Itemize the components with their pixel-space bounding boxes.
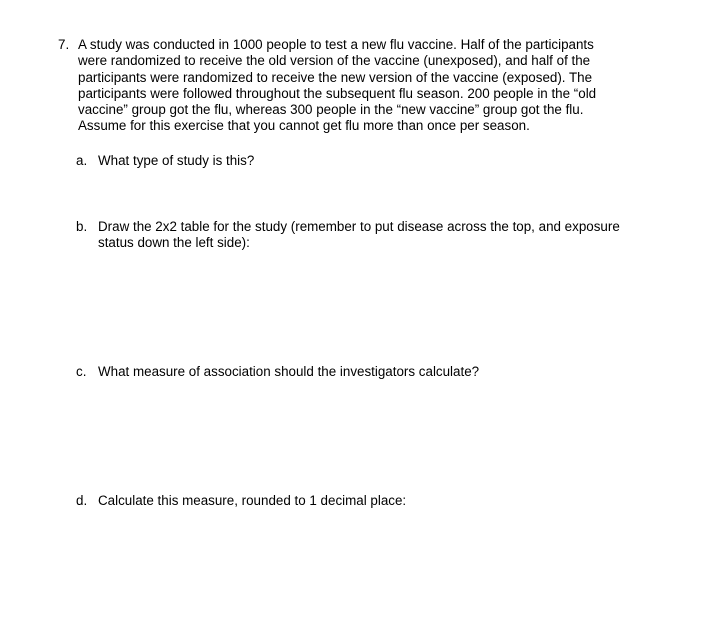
part-letter: c. <box>76 364 87 379</box>
part-text: What type of study is this? <box>98 153 255 168</box>
question-line: A study was conducted in 1000 people to test a new flu vaccine. Half of the participants <box>78 37 594 52</box>
part-b <box>76 219 620 252</box>
part-text: Draw the 2x2 table for the study (remember to put disease across the top, and exposure <box>98 219 620 234</box>
part-letter: d. <box>76 493 88 508</box>
question-number: 7. <box>58 37 70 52</box>
part-text: Calculate this measure, rounded to 1 decimal place: <box>98 493 407 508</box>
question-line: were randomized to receive the old version of the vaccine (unexposed), and half of the <box>78 53 591 69</box>
part-a <box>76 153 254 169</box>
question-text <box>78 37 658 135</box>
question-line: vaccine” group got the flu, whereas 300 people in the “new vaccine” group got the flu. <box>78 102 584 118</box>
part-letter: b. <box>76 219 88 234</box>
part-c <box>76 364 479 380</box>
part-text-continued: status down the left side): <box>98 235 250 251</box>
part-text: What measure of association should the investigators calculate? <box>98 364 480 379</box>
question-line: participants were followed throughout the subsequent flu season. 200 people in the “old <box>78 85 597 101</box>
part-letter: a. <box>76 153 88 168</box>
question-line: participants were randomized to receive the new version of the vaccine (exposed). The <box>78 69 593 85</box>
part-d <box>76 493 406 509</box>
question-line: Assume for this exercise that you cannot get flu more than once per season. <box>78 118 530 134</box>
question-7 <box>58 37 658 135</box>
